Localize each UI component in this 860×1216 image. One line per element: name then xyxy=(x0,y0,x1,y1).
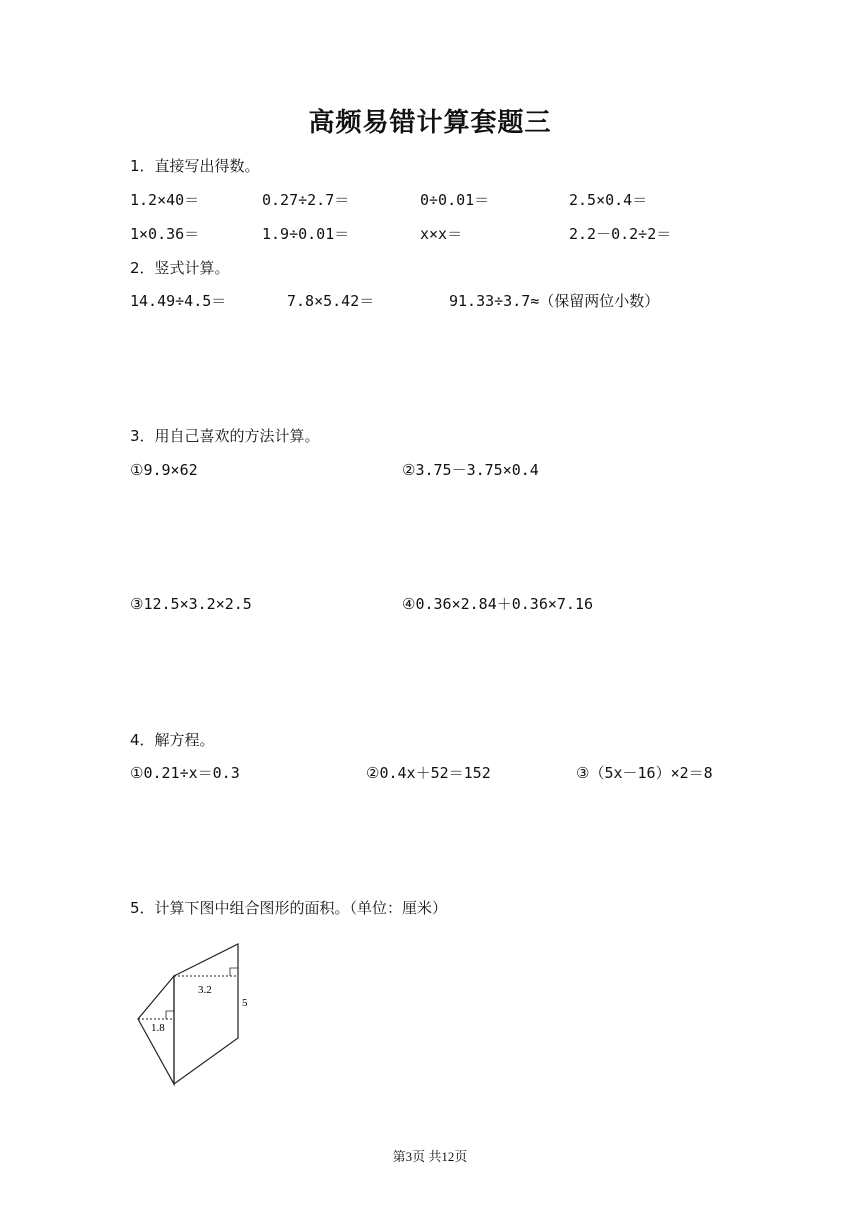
section-2-heading: 2．竖式计算。 xyxy=(130,259,230,277)
page-title: 高频易错计算套题三 xyxy=(308,108,552,138)
section-4-heading: 4．解方程。 xyxy=(130,731,215,749)
problem-1-5: 1×0.36＝ xyxy=(130,225,200,243)
problem-1-3: 0÷0.01＝ xyxy=(420,191,490,209)
label-3-2: 3.2 xyxy=(198,984,212,996)
problem-3-3: ③12.5×3.2×2.5 xyxy=(130,595,252,613)
trapezoid-shape xyxy=(174,944,238,1084)
problem-2-2: 7.8×5.42＝ xyxy=(287,292,375,310)
problem-1-8: 2.2－0.2÷2＝ xyxy=(569,225,672,243)
equation-4-2: ②0.4x＋52＝152 xyxy=(366,764,491,782)
problem-3-2: ②3.75－3.75×0.4 xyxy=(402,461,539,479)
problem-1-4: 2.5×0.4＝ xyxy=(569,191,648,209)
right-angle-mark-top xyxy=(230,968,238,976)
problem-2-3: 91.33÷3.7≈（保留两位小数） xyxy=(449,292,660,310)
problem-1-7: x×x＝ xyxy=(420,225,463,243)
problem-1-6: 1.9÷0.01＝ xyxy=(262,225,350,243)
page-footer: 第3页 共12页 xyxy=(392,1149,468,1164)
section-1-heading: 1．直接写出得数。 xyxy=(130,157,260,175)
section-5-heading: 5．计算下图中组合图形的面积。（单位：厘米） xyxy=(130,899,448,917)
equation-4-3: ③（5x－16）×2＝8 xyxy=(576,764,713,782)
label-5: 5 xyxy=(242,997,248,1009)
problem-2-1: 14.49÷4.5＝ xyxy=(130,292,227,310)
section-3-heading: 3．用自己喜欢的方法计算。 xyxy=(130,427,320,445)
right-angle-mark-left xyxy=(166,1011,174,1019)
problem-3-4: ④0.36×2.84＋0.36×7.16 xyxy=(402,595,594,613)
label-1-8: 1.8 xyxy=(151,1022,165,1034)
problem-3-1: ①9.9×62 xyxy=(130,461,198,479)
problem-1-2: 0.27÷2.7＝ xyxy=(262,191,350,209)
equation-4-1: ①0.21÷x＝0.3 xyxy=(130,764,240,782)
problem-1-1: 1.2×40＝ xyxy=(130,191,200,209)
